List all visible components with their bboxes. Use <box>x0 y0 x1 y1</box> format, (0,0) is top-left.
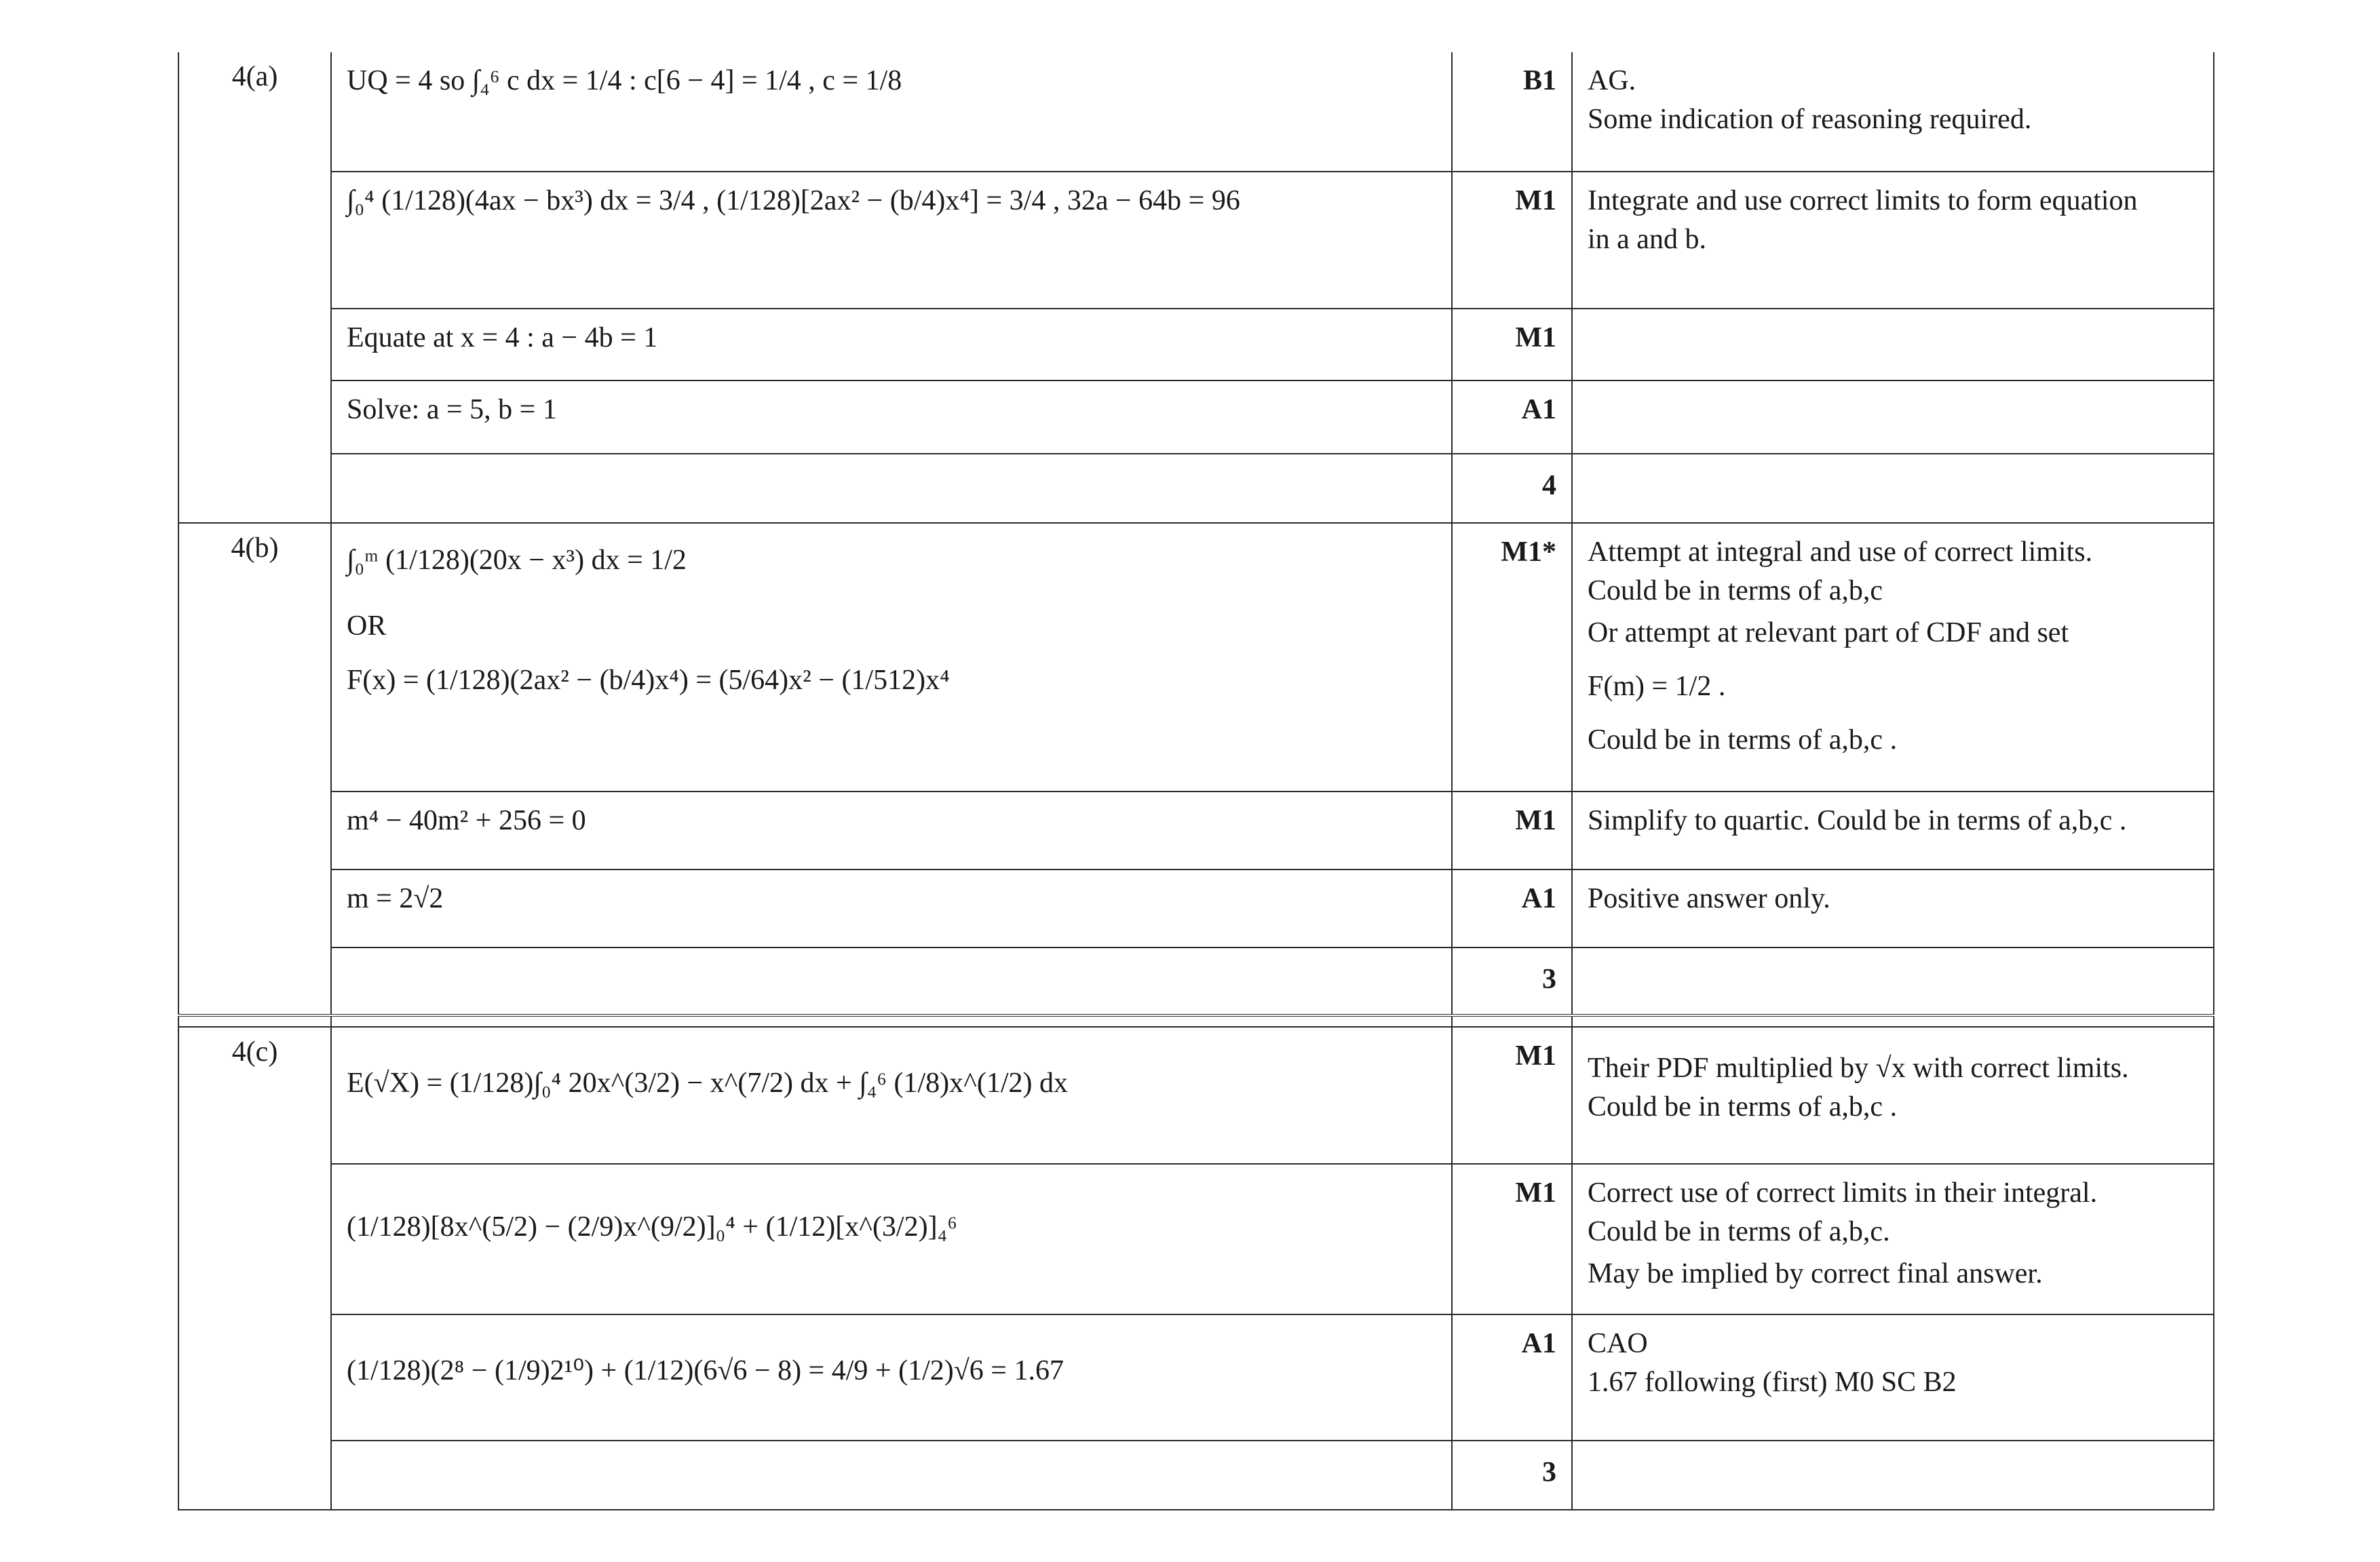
answer-cell <box>331 948 1452 1015</box>
total-marks: 3 <box>1452 1441 1572 1510</box>
guidance-cell <box>1572 172 2214 309</box>
table-row <box>178 870 2214 948</box>
guidance-line: Could be in terms of a,b,c <box>1588 574 1883 606</box>
answer-cell <box>331 792 1452 870</box>
table-row <box>178 1027 2214 1164</box>
guidance-line: Integrate and use correct limits to form equation <box>1588 185 2138 216</box>
guidance-line: Could be in terms of a,b,c. <box>1588 1215 1890 1247</box>
guidance-cell <box>1572 523 2214 792</box>
guidance-cell <box>1572 52 2214 172</box>
answer-text: Equate at x = 4 : a − 4b = 1 <box>347 322 658 353</box>
table-row <box>178 1441 2214 1510</box>
table-row <box>178 172 2214 309</box>
answer-text: ∫₀⁴ (1/128)(4ax − bx³) dx = 3/4 , (1/128)[2ax² − (b/4)x⁴] = 3/4 , 32a − 64b = 96 <box>347 185 1240 216</box>
mark-cell: M1 <box>1452 1164 1572 1314</box>
mark-cell: B1 <box>1452 52 1572 172</box>
answer-text: F(x) = (1/128)(2ax² − (b/4)x⁴) = (5/64)x² − (1/512)x⁴ <box>347 665 950 697</box>
guidance-line: Could be in terms of a,b,c . <box>1588 1091 1898 1122</box>
answer-text: (1/128)[8x^(5/2) − (2/9)x^(9/2)]₀⁴ + (1/12)[x^(3/2)]₄⁶ <box>347 1211 957 1243</box>
guidance-cell <box>1572 1441 2214 1510</box>
guidance-cell <box>1572 948 2214 1015</box>
guidance-cell <box>1572 309 2214 380</box>
guidance-line: Some indication of reasoning required. <box>1588 103 2032 135</box>
guidance-line: Attempt at integral and use of correct limits. <box>1588 536 2093 568</box>
answer-cell <box>331 1441 1452 1510</box>
answer-cell <box>331 523 1452 792</box>
answer-text: Solve: a = 5, b = 1 <box>347 394 557 425</box>
answer-text: m = 2√2 <box>347 883 444 914</box>
guidance-cell <box>1572 870 2214 948</box>
guidance-cell <box>1572 792 2214 870</box>
guidance-line: Their PDF multiplied by √x with correct limits. <box>1588 1053 2129 1084</box>
guidance-cell <box>1572 454 2214 523</box>
guidance-line: Simplify to quartic. Could be in terms of a,b,c . <box>1588 805 2127 836</box>
answer-cell <box>331 52 1452 172</box>
guidance-line: 1.67 following (first) M0 SC B2 <box>1588 1366 1957 1398</box>
table-row <box>178 1164 2214 1314</box>
answer-cell <box>331 870 1452 948</box>
section-divider <box>178 1015 2214 1027</box>
table-row <box>178 792 2214 870</box>
question-number: 4(b) <box>178 523 331 1015</box>
table-row <box>178 948 2214 1015</box>
answer-cell <box>331 172 1452 309</box>
guidance-cell <box>1572 1314 2214 1441</box>
table-row <box>178 52 2214 172</box>
mark-cell: M1 <box>1452 792 1572 870</box>
mark-scheme-table <box>178 52 2214 1510</box>
answer-cell <box>331 380 1452 454</box>
mark-cell: M1 <box>1452 1027 1572 1164</box>
answer-cell <box>331 1164 1452 1314</box>
mark-cell: M1 <box>1452 172 1572 309</box>
answer-text: E(√X) = (1/128)∫₀⁴ 20x^(3/2) − x^(7/2) dx + ∫₄⁶ (1/8)x^(1/2) dx <box>347 1068 1068 1099</box>
guidance-line: Positive answer only. <box>1588 883 1830 914</box>
total-marks: 3 <box>1452 948 1572 1015</box>
answer-cell <box>331 1314 1452 1441</box>
question-number: 4(c) <box>178 1027 331 1510</box>
total-marks: 4 <box>1452 454 1572 523</box>
table-row <box>178 523 2214 792</box>
answer-text: m⁴ − 40m² + 256 = 0 <box>347 805 586 836</box>
mark-cell: M1* <box>1452 523 1572 792</box>
guidance-cell <box>1572 1027 2214 1164</box>
table-row <box>178 1314 2214 1441</box>
guidance-line: CAO <box>1588 1328 1648 1359</box>
answer-cell <box>331 1027 1452 1164</box>
guidance-line: Correct use of correct limits in their integral. <box>1588 1177 2098 1209</box>
guidance-line: Or attempt at relevant part of CDF and set <box>1588 617 2069 649</box>
answer-text: ∫₀ᵐ (1/128)(20x − x³) dx = 1/2 <box>347 545 687 576</box>
guidance-line: F(m) = 1/2 . <box>1588 671 1726 703</box>
question-number: 4(a) <box>178 52 331 523</box>
answer-cell <box>331 454 1452 523</box>
guidance-line: in a and b. <box>1588 223 1706 255</box>
guidance-line: Could be in terms of a,b,c . <box>1588 724 1898 756</box>
answer-cell <box>331 309 1452 380</box>
answer-text: (1/128)(2⁸ − (1/9)2¹⁰) + (1/12)(6√6 − 8) = 4/9 + (1/2)√6 = 1.67 <box>347 1355 1064 1386</box>
table-row <box>178 309 2214 380</box>
guidance-line: AG. <box>1588 65 1636 96</box>
answer-text: OR <box>347 610 387 642</box>
guidance-cell <box>1572 1164 2214 1314</box>
guidance-line: May be implied by correct final answer. <box>1588 1258 2043 1290</box>
guidance-cell <box>1572 380 2214 454</box>
table-row <box>178 380 2214 454</box>
mark-cell: M1 <box>1452 309 1572 380</box>
mark-cell: A1 <box>1452 1314 1572 1441</box>
table-row <box>178 454 2214 523</box>
answer-text: UQ = 4 so ∫₄⁶ c dx = 1/4 : c[6 − 4] = 1/4 , c = 1/8 <box>347 65 902 96</box>
mark-cell: A1 <box>1452 870 1572 948</box>
mark-cell: A1 <box>1452 380 1572 454</box>
